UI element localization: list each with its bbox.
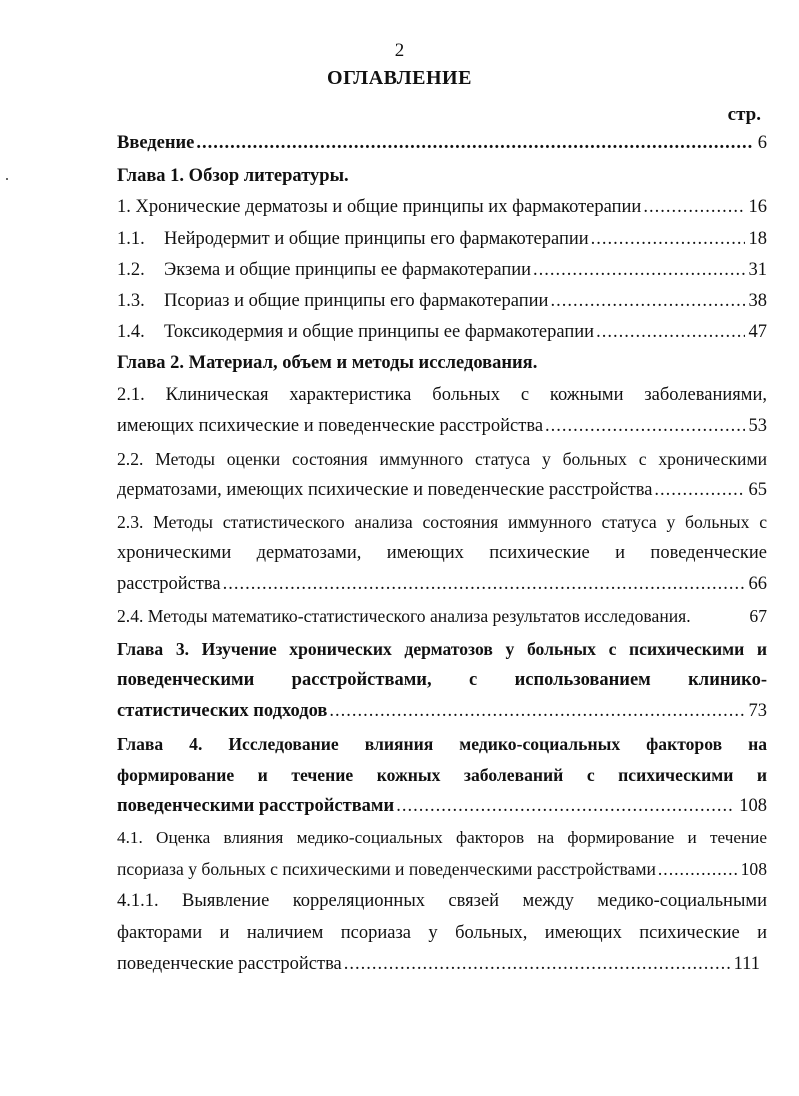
toc-entry-page: 16 [748, 197, 767, 217]
toc-entry-text: псориаза у больных с психическими и поведенческими расстройствами [117, 859, 656, 879]
toc-leader-dots [545, 413, 744, 439]
toc-entry-text: Нейродермит и общие принципы его фармакотерапии [164, 229, 589, 249]
toc-leader-dots [223, 571, 745, 597]
toc-entry-text: Токсикодермия и общие принципы ее фармакотерапии [164, 322, 595, 342]
toc-entry-page: 31 [748, 260, 767, 280]
toc-leader-dots [396, 793, 735, 819]
toc-chapter-3-line3 [117, 698, 767, 724]
toc-entry-1-2 [117, 257, 767, 283]
toc-entry-2-1-line2 [117, 413, 767, 439]
toc-entry-1-1 [117, 226, 767, 252]
toc-entry-page: 53 [748, 416, 767, 436]
toc-entry-page: 6 [757, 133, 767, 153]
toc-entry-text: Экзема и общие принципы ее фармакотерапии [164, 260, 532, 280]
toc-chapter-4-line3 [117, 793, 767, 819]
toc-entry-text: Введение [117, 133, 195, 153]
toc-entry-text: поведенческие расстройства [117, 954, 342, 974]
toc-entry-intro [117, 130, 767, 156]
toc-leader-dots [658, 856, 737, 882]
toc-chapter-3-line1: Глава 3. Изучение хронических дерматозов у больных с психическими и [117, 639, 767, 659]
page-title: ОГЛАВЛЕНИЕ [327, 67, 472, 89]
toc-entry-2-2-line2 [117, 477, 767, 503]
toc-entry-1-4 [117, 319, 767, 345]
toc-entry-number: 1.1. [117, 229, 145, 249]
toc-entry-number: 1.4. [117, 322, 145, 342]
toc-entry-2-3-line2: хроническими дерматозами, имеющих психические и поведенческие [117, 543, 767, 563]
scan-speck [6, 178, 8, 180]
toc-leader-dots [654, 477, 744, 503]
toc-entry-text: имеющих психические и поведенческие расстройства [117, 416, 544, 436]
toc-chapter-1: Глава 1. Обзор литературы. [117, 166, 349, 186]
toc-entry-text: поведенческими расстройствами [117, 796, 395, 816]
toc-entry-text: статистических подходов [117, 701, 328, 721]
toc-entry-page: 65 [748, 480, 767, 500]
toc-entry-page: 66 [748, 574, 767, 594]
toc-leader-dots [196, 130, 753, 156]
toc-entry-2-3-line3 [117, 571, 767, 597]
toc-entry-4-1-1-line2: факторами и наличием псориаза у больных, имеющих психические и [117, 923, 767, 943]
toc-entry-text: 2.4. Методы математико-статистического анализа результатов исследования. [117, 606, 691, 626]
page-column-header: стр. [727, 104, 761, 125]
toc-entry-text: расстройства [117, 574, 221, 594]
toc-chapter-3-line2: поведенческими расстройствами, с использованием клинико- [117, 670, 767, 690]
toc-entry-4-1-line1: 4.1. Оценка влияния медико-социальных факторов на формирование и течение [117, 828, 767, 847]
toc-entry-page: 47 [748, 322, 767, 342]
toc-entry-2-3-line1: 2.3. Методы статистического анализа состояния иммунного статуса у больных с [117, 512, 767, 532]
toc-chapter-4-line2: формирование и течение кожных заболеваний с психическими и [117, 765, 767, 785]
toc-chapter-4-line1: Глава 4. Исследование влияния медико-социальных факторов на [117, 734, 767, 754]
toc-entry-page: 111 [733, 954, 760, 974]
toc-leader-dots [344, 951, 730, 977]
toc-entry-4-1-line2 [117, 856, 767, 882]
toc-entry-4-1-1-line1: 4.1.1. Выявление корреляционных связей между медико-социальными [117, 891, 767, 911]
toc-leader-dots [643, 194, 744, 220]
toc-entry-text: 1. Хронические дерматозы и общие принципы их фармакотерапии [117, 197, 642, 217]
toc-entry-page: 108 [740, 859, 767, 879]
toc-entry-number: 1.3. [117, 291, 145, 311]
toc-entry-2-1-line1: 2.1. Клиническая характеристика больных с кожными заболеваниями, [117, 385, 767, 405]
page-number: 2 [394, 40, 405, 61]
toc-entry-page: 38 [748, 291, 767, 311]
toc-leader-dots [550, 288, 744, 314]
toc-entry-text: Псориаз и общие принципы его фармакотерапии [164, 291, 549, 311]
toc-entry-text: дерматозами, имеющих психические и поведенческие расстройства [117, 480, 653, 500]
toc-leader-dots [591, 226, 745, 252]
toc-entry-page: 108 [739, 796, 767, 816]
toc-leader-dots [596, 319, 744, 345]
toc-entry-1 [117, 194, 767, 220]
toc-leader-dots [329, 698, 744, 724]
toc-entry-page: 73 [748, 701, 767, 721]
toc-entry-page: 18 [748, 229, 767, 249]
toc-entry-page: 67 [749, 606, 767, 626]
toc-entry-2-4 [117, 603, 767, 629]
toc-entry-4-1-1-line3 [117, 951, 760, 977]
toc-leader-dots [533, 257, 744, 283]
toc-entry-1-3 [117, 288, 767, 314]
toc-entry-number: 1.2. [117, 260, 145, 280]
toc-chapter-2: Глава 2. Материал, объем и методы исследования. [117, 353, 538, 373]
toc-entry-2-2-line1: 2.2. Методы оценки состояния иммунного статуса у больных с хроническими [117, 449, 767, 469]
